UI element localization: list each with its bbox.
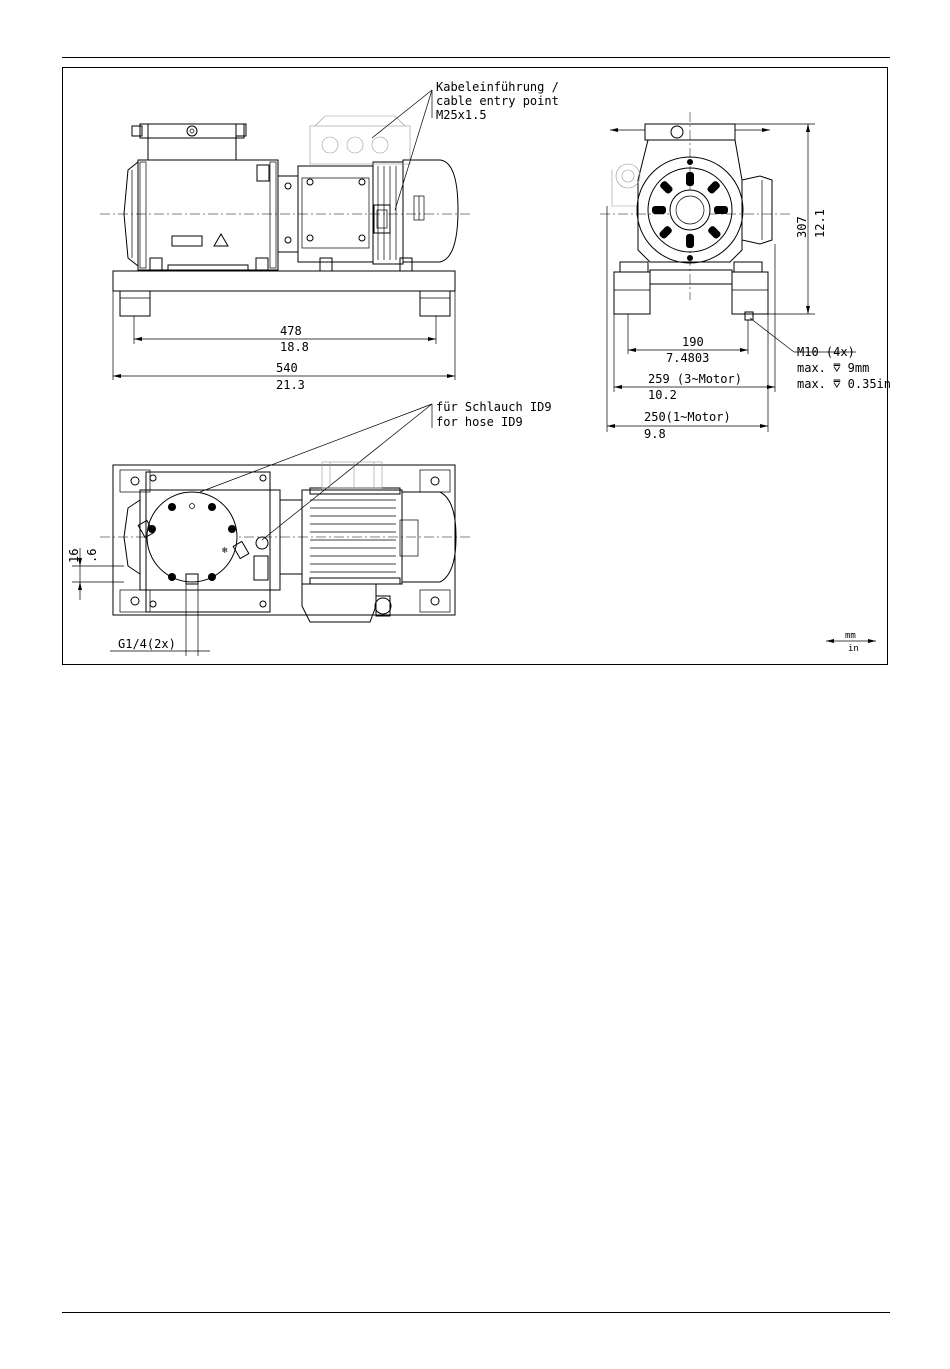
dim-478-in: 18.8 [280,340,309,354]
dim-16-in: .6 [85,548,99,563]
dim-540-mm: 540 [276,361,298,375]
dim-540-in: 21.3 [276,378,305,392]
cable-entry-note [432,80,559,122]
cable-note-line2: cable entry point [436,94,559,108]
top-view [67,462,470,656]
dim-259-in: 10.2 [648,388,677,402]
dim-307-mm: 307 [795,216,809,238]
cable-note-line3: M25x1.5 [436,108,487,122]
units-in: in [848,644,859,654]
port-label: G1/4(2x) [118,637,176,651]
dim-250-in: 9.8 [644,427,666,441]
hose-note-line1: für Schlauch ID9 [436,400,552,414]
units-legend [826,631,876,654]
dim-250-mm: 250(1~Motor) [644,410,731,424]
thread-spec-line3: max. ⩢ 0.35in [797,377,891,391]
thread-spec-line1: M10 (4x) [797,345,855,359]
thread-spec-line2: max. ⩢ 9mm [797,361,870,375]
dim-16-mm: 16 [67,548,81,563]
hose-note [200,400,552,540]
dim-259-mm: 259 (3~Motor) [648,372,742,386]
units-mm: mm [845,631,856,641]
dim-190-in: 7.4803 [666,351,710,365]
end-view [600,112,891,441]
dim-190-mm: 190 [682,335,704,349]
snowflake-icon: ❄ [222,546,228,556]
hose-note-line2: for hose ID9 [436,415,523,429]
dim-478-mm: 478 [280,324,302,338]
dim-307-in: 12.1 [813,209,827,238]
cable-note-line1: Kabeleinführung / [436,80,559,94]
side-view [100,90,470,392]
